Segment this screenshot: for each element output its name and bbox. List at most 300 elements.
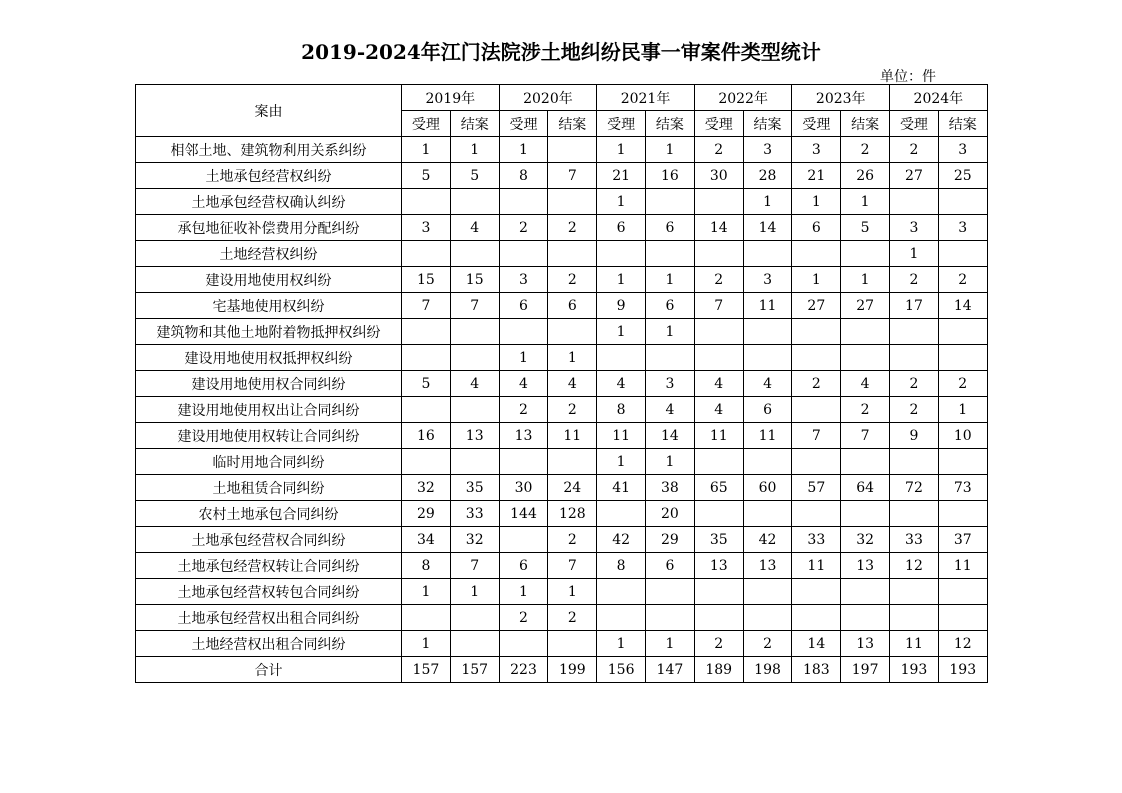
accepted-count-cell (694, 319, 743, 345)
accepted-count-cell: 2 (694, 137, 743, 163)
closed-count-cell: 38 (646, 475, 695, 501)
header-row-years (136, 85, 988, 111)
accepted-count-cell: 7 (792, 423, 841, 449)
accepted-count-cell: 13 (694, 553, 743, 579)
accepted-count-cell: 1 (402, 579, 451, 605)
case-name-cell: 临时用地合同纠纷 (136, 449, 402, 475)
accepted-count-cell: 183 (792, 657, 841, 683)
accepted-count-cell: 33 (890, 527, 939, 553)
closed-count-cell: 1 (450, 579, 499, 605)
table-row (136, 527, 988, 553)
closed-count-cell: 1 (841, 189, 890, 215)
unit-label: 单位：件 (880, 69, 936, 85)
closed-count-cell (548, 189, 597, 215)
case-name-cell: 土地承包经营权出租合同纠纷 (136, 605, 402, 631)
accepted-count-cell: 1 (597, 319, 646, 345)
year-header: 2019年 (402, 85, 500, 111)
closed-count-cell: 15 (450, 267, 499, 293)
accepted-count-cell: 15 (402, 267, 451, 293)
accepted-count-cell: 4 (499, 371, 548, 397)
closed-count-cell: 7 (548, 163, 597, 189)
accepted-count-cell: 1 (402, 631, 451, 657)
closed-count-cell: 7 (450, 553, 499, 579)
table-row (136, 605, 988, 631)
closed-header: 结案 (841, 111, 890, 137)
accepted-count-cell (402, 241, 451, 267)
page-title: 2019-2024年江门法院涉土地纠纷民事一审案件类型统计 (301, 40, 821, 64)
table-row (136, 293, 988, 319)
closed-count-cell: 6 (646, 553, 695, 579)
accepted-count-cell: 2 (890, 267, 939, 293)
accepted-count-cell: 11 (694, 423, 743, 449)
accepted-count-cell (402, 345, 451, 371)
closed-count-cell (938, 605, 987, 631)
closed-count-cell (646, 241, 695, 267)
closed-count-cell (450, 241, 499, 267)
closed-count-cell (646, 605, 695, 631)
accepted-count-cell: 13 (499, 423, 548, 449)
accepted-count-cell (890, 345, 939, 371)
closed-count-cell: 1 (646, 449, 695, 475)
closed-count-cell (841, 345, 890, 371)
closed-count-cell (938, 345, 987, 371)
closed-count-cell (743, 319, 792, 345)
accepted-count-cell: 6 (792, 215, 841, 241)
accepted-count-cell (597, 345, 646, 371)
closed-count-cell: 2 (743, 631, 792, 657)
closed-count-cell: 12 (938, 631, 987, 657)
closed-count-cell (743, 345, 792, 371)
closed-count-cell: 7 (548, 553, 597, 579)
closed-count-cell: 2 (548, 605, 597, 631)
table-row (136, 371, 988, 397)
accepted-count-cell: 30 (499, 475, 548, 501)
closed-count-cell (548, 241, 597, 267)
closed-count-cell: 199 (548, 657, 597, 683)
closed-count-cell (548, 449, 597, 475)
case-name-cell: 土地承包经营权纠纷 (136, 163, 402, 189)
closed-count-cell (841, 319, 890, 345)
closed-count-cell: 26 (841, 163, 890, 189)
closed-count-cell: 11 (548, 423, 597, 449)
accepted-count-cell: 27 (890, 163, 939, 189)
accepted-count-cell: 21 (597, 163, 646, 189)
accepted-count-cell: 14 (694, 215, 743, 241)
closed-count-cell (938, 189, 987, 215)
closed-count-cell (743, 241, 792, 267)
accepted-count-cell (694, 579, 743, 605)
closed-count-cell (548, 137, 597, 163)
year-header: 2021年 (597, 85, 695, 111)
accepted-count-cell: 7 (694, 293, 743, 319)
table-row (136, 475, 988, 501)
table-row (136, 553, 988, 579)
accepted-count-cell (890, 579, 939, 605)
table-row (136, 423, 988, 449)
accepted-header: 受理 (694, 111, 743, 137)
closed-count-cell (646, 345, 695, 371)
case-name-cell: 土地承包经营权转包合同纠纷 (136, 579, 402, 605)
closed-header: 结案 (743, 111, 792, 137)
closed-count-cell: 11 (743, 293, 792, 319)
accepted-count-cell (694, 345, 743, 371)
closed-header: 结案 (450, 111, 499, 137)
table-row (136, 189, 988, 215)
closed-count-cell (743, 579, 792, 605)
accepted-count-cell: 1 (597, 189, 646, 215)
closed-count-cell: 4 (450, 215, 499, 241)
closed-count-cell (450, 345, 499, 371)
accepted-count-cell: 21 (792, 163, 841, 189)
accepted-count-cell: 8 (597, 553, 646, 579)
accepted-count-cell: 193 (890, 657, 939, 683)
closed-count-cell: 25 (938, 163, 987, 189)
closed-count-cell: 32 (450, 527, 499, 553)
closed-count-cell: 157 (450, 657, 499, 683)
accepted-count-cell: 156 (597, 657, 646, 683)
closed-count-cell (743, 449, 792, 475)
accepted-count-cell (792, 319, 841, 345)
accepted-count-cell: 8 (597, 397, 646, 423)
case-name-cell: 建设用地使用权转让合同纠纷 (136, 423, 402, 449)
closed-count-cell: 1 (548, 579, 597, 605)
case-name-cell: 土地租赁合同纠纷 (136, 475, 402, 501)
accepted-count-cell (694, 241, 743, 267)
closed-count-cell: 20 (646, 501, 695, 527)
accepted-count-cell (890, 319, 939, 345)
closed-count-cell: 13 (743, 553, 792, 579)
accepted-count-cell (499, 527, 548, 553)
closed-count-cell: 2 (841, 397, 890, 423)
closed-count-cell: 2 (841, 137, 890, 163)
accepted-count-cell: 2 (890, 397, 939, 423)
closed-count-cell (450, 319, 499, 345)
closed-count-cell: 11 (743, 423, 792, 449)
closed-count-cell (841, 449, 890, 475)
closed-count-cell: 4 (548, 371, 597, 397)
accepted-count-cell: 33 (792, 527, 841, 553)
closed-count-cell: 28 (743, 163, 792, 189)
case-name-cell: 建设用地使用权抵押权纠纷 (136, 345, 402, 371)
case-name-cell: 建筑物和其他土地附着物抵押权纠纷 (136, 319, 402, 345)
closed-count-cell: 2 (548, 215, 597, 241)
closed-header: 结案 (938, 111, 987, 137)
closed-count-cell: 3 (646, 371, 695, 397)
accepted-count-cell (402, 449, 451, 475)
closed-count-cell (450, 631, 499, 657)
accepted-count-cell: 4 (597, 371, 646, 397)
closed-count-cell (743, 501, 792, 527)
closed-count-cell: 147 (646, 657, 695, 683)
case-name-cell: 宅基地使用权纠纷 (136, 293, 402, 319)
table-row (136, 631, 988, 657)
accepted-count-cell: 1 (499, 579, 548, 605)
closed-count-cell: 4 (841, 371, 890, 397)
accepted-count-cell (694, 189, 743, 215)
accepted-count-cell: 5 (402, 163, 451, 189)
accepted-count-cell: 1 (890, 241, 939, 267)
accepted-count-cell: 1 (499, 137, 548, 163)
accepted-count-cell: 29 (402, 501, 451, 527)
closed-count-cell (743, 605, 792, 631)
closed-count-cell (548, 319, 597, 345)
accepted-count-cell: 1 (792, 189, 841, 215)
closed-count-cell: 3 (938, 215, 987, 241)
closed-count-cell: 3 (743, 267, 792, 293)
accepted-count-cell (792, 449, 841, 475)
table-row (136, 241, 988, 267)
accepted-count-cell: 3 (890, 215, 939, 241)
accepted-count-cell: 11 (597, 423, 646, 449)
accepted-count-cell: 41 (597, 475, 646, 501)
accepted-count-cell (694, 501, 743, 527)
accepted-count-cell: 1 (792, 267, 841, 293)
closed-count-cell: 3 (938, 137, 987, 163)
year-header: 2024年 (890, 85, 988, 111)
accepted-count-cell (597, 579, 646, 605)
closed-count-cell: 60 (743, 475, 792, 501)
accepted-count-cell: 3 (792, 137, 841, 163)
closed-count-cell: 2 (548, 397, 597, 423)
closed-count-cell: 29 (646, 527, 695, 553)
case-name-cell: 土地承包经营权合同纠纷 (136, 527, 402, 553)
closed-count-cell: 2 (548, 267, 597, 293)
accepted-count-cell: 1 (597, 631, 646, 657)
accepted-count-cell (597, 605, 646, 631)
closed-count-cell: 193 (938, 657, 987, 683)
closed-count-cell: 6 (646, 215, 695, 241)
closed-count-cell: 33 (450, 501, 499, 527)
accepted-count-cell (499, 189, 548, 215)
accepted-header: 受理 (890, 111, 939, 137)
closed-count-cell: 198 (743, 657, 792, 683)
case-column-header: 案由 (136, 85, 402, 137)
accepted-count-cell (597, 241, 646, 267)
accepted-count-cell: 1 (499, 345, 548, 371)
table-row (136, 319, 988, 345)
closed-count-cell: 37 (938, 527, 987, 553)
closed-count-cell (841, 605, 890, 631)
table-row (136, 267, 988, 293)
accepted-count-cell: 34 (402, 527, 451, 553)
accepted-header: 受理 (402, 111, 451, 137)
closed-count-cell (450, 605, 499, 631)
accepted-count-cell (694, 605, 743, 631)
closed-count-cell: 35 (450, 475, 499, 501)
year-header: 2020年 (499, 85, 597, 111)
accepted-count-cell (792, 579, 841, 605)
closed-count-cell: 2 (548, 527, 597, 553)
case-name-cell: 建设用地使用权纠纷 (136, 267, 402, 293)
case-name-cell: 土地承包经营权转让合同纠纷 (136, 553, 402, 579)
closed-count-cell: 73 (938, 475, 987, 501)
accepted-count-cell: 2 (694, 267, 743, 293)
accepted-count-cell (890, 189, 939, 215)
closed-count-cell (450, 449, 499, 475)
accepted-count-cell (402, 605, 451, 631)
closed-count-cell: 1 (646, 137, 695, 163)
year-header: 2022年 (694, 85, 792, 111)
case-name-cell: 土地承包经营权确认纠纷 (136, 189, 402, 215)
accepted-count-cell: 2 (890, 137, 939, 163)
accepted-header: 受理 (597, 111, 646, 137)
closed-count-cell (646, 189, 695, 215)
case-name-cell: 承包地征收补偿费用分配纠纷 (136, 215, 402, 241)
closed-count-cell (646, 579, 695, 605)
accepted-count-cell (499, 319, 548, 345)
accepted-count-cell: 7 (402, 293, 451, 319)
closed-count-cell: 7 (841, 423, 890, 449)
closed-count-cell: 7 (450, 293, 499, 319)
closed-count-cell: 1 (938, 397, 987, 423)
closed-count-cell: 14 (743, 215, 792, 241)
closed-count-cell: 14 (646, 423, 695, 449)
table-row (136, 397, 988, 423)
accepted-count-cell (402, 319, 451, 345)
closed-count-cell: 27 (841, 293, 890, 319)
closed-count-cell: 64 (841, 475, 890, 501)
closed-count-cell: 1 (646, 631, 695, 657)
closed-count-cell: 42 (743, 527, 792, 553)
case-name-cell: 建设用地使用权合同纠纷 (136, 371, 402, 397)
closed-count-cell: 1 (646, 267, 695, 293)
closed-count-cell: 3 (743, 137, 792, 163)
year-header: 2023年 (792, 85, 890, 111)
table-body (136, 137, 988, 683)
closed-count-cell: 1 (450, 137, 499, 163)
closed-count-cell: 2 (938, 267, 987, 293)
closed-count-cell: 2 (938, 371, 987, 397)
table-row (136, 501, 988, 527)
table-row (136, 137, 988, 163)
accepted-count-cell: 8 (402, 553, 451, 579)
accepted-count-cell: 2 (694, 631, 743, 657)
closed-count-cell: 6 (548, 293, 597, 319)
closed-count-cell: 1 (743, 189, 792, 215)
accepted-count-cell: 14 (792, 631, 841, 657)
accepted-count-cell: 1 (597, 267, 646, 293)
accepted-count-cell: 1 (597, 137, 646, 163)
closed-count-cell: 128 (548, 501, 597, 527)
accepted-count-cell (694, 449, 743, 475)
table-row (136, 163, 988, 189)
accepted-count-cell: 65 (694, 475, 743, 501)
accepted-count-cell (792, 605, 841, 631)
accepted-count-cell: 27 (792, 293, 841, 319)
closed-count-cell: 14 (938, 293, 987, 319)
closed-count-cell: 13 (841, 553, 890, 579)
accepted-count-cell: 16 (402, 423, 451, 449)
accepted-count-cell: 5 (402, 371, 451, 397)
accepted-count-cell: 189 (694, 657, 743, 683)
accepted-count-cell (792, 501, 841, 527)
closed-count-cell (938, 319, 987, 345)
accepted-count-cell: 42 (597, 527, 646, 553)
accepted-count-cell: 12 (890, 553, 939, 579)
closed-count-cell (841, 579, 890, 605)
accepted-count-cell: 6 (499, 293, 548, 319)
accepted-count-cell: 57 (792, 475, 841, 501)
accepted-count-cell: 3 (402, 215, 451, 241)
accepted-count-cell (402, 189, 451, 215)
accepted-count-cell: 4 (694, 397, 743, 423)
case-name-cell: 农村土地承包合同纠纷 (136, 501, 402, 527)
accepted-count-cell (597, 501, 646, 527)
accepted-count-cell (402, 397, 451, 423)
accepted-count-cell: 2 (499, 215, 548, 241)
statistics-table (135, 84, 988, 683)
accepted-count-cell: 157 (402, 657, 451, 683)
accepted-count-cell: 11 (792, 553, 841, 579)
accepted-count-cell: 223 (499, 657, 548, 683)
accepted-count-cell: 3 (499, 267, 548, 293)
closed-count-cell (841, 241, 890, 267)
closed-count-cell: 5 (450, 163, 499, 189)
closed-count-cell: 6 (743, 397, 792, 423)
accepted-count-cell: 11 (890, 631, 939, 657)
accepted-count-cell (890, 501, 939, 527)
accepted-count-cell (499, 241, 548, 267)
closed-count-cell: 10 (938, 423, 987, 449)
closed-count-cell: 16 (646, 163, 695, 189)
closed-count-cell: 4 (743, 371, 792, 397)
accepted-count-cell: 17 (890, 293, 939, 319)
closed-count-cell: 11 (938, 553, 987, 579)
accepted-count-cell: 144 (499, 501, 548, 527)
accepted-count-cell: 6 (597, 215, 646, 241)
closed-count-cell (938, 579, 987, 605)
accepted-count-cell: 6 (499, 553, 548, 579)
total-row (136, 657, 988, 683)
accepted-count-cell: 2 (890, 371, 939, 397)
accepted-count-cell (499, 449, 548, 475)
accepted-count-cell: 1 (597, 449, 646, 475)
accepted-header: 受理 (499, 111, 548, 137)
accepted-count-cell (890, 605, 939, 631)
case-name-cell: 合计 (136, 657, 402, 683)
closed-count-cell: 1 (548, 345, 597, 371)
closed-header: 结案 (548, 111, 597, 137)
accepted-count-cell: 9 (890, 423, 939, 449)
closed-count-cell: 13 (450, 423, 499, 449)
accepted-count-cell: 9 (597, 293, 646, 319)
accepted-count-cell (792, 241, 841, 267)
accepted-header: 受理 (792, 111, 841, 137)
accepted-count-cell (890, 449, 939, 475)
closed-header: 结案 (646, 111, 695, 137)
closed-count-cell (450, 189, 499, 215)
accepted-count-cell: 2 (499, 605, 548, 631)
closed-count-cell: 4 (450, 371, 499, 397)
table-row (136, 449, 988, 475)
accepted-count-cell (499, 631, 548, 657)
closed-count-cell: 32 (841, 527, 890, 553)
case-name-cell: 土地经营权出租合同纠纷 (136, 631, 402, 657)
accepted-count-cell: 2 (499, 397, 548, 423)
closed-count-cell: 6 (646, 293, 695, 319)
accepted-count-cell (792, 397, 841, 423)
accepted-count-cell (792, 345, 841, 371)
accepted-count-cell: 4 (694, 371, 743, 397)
table-row (136, 345, 988, 371)
closed-count-cell: 1 (646, 319, 695, 345)
table-row (136, 215, 988, 241)
case-name-cell: 相邻土地、建筑物利用关系纠纷 (136, 137, 402, 163)
closed-count-cell: 1 (841, 267, 890, 293)
accepted-count-cell: 30 (694, 163, 743, 189)
closed-count-cell: 197 (841, 657, 890, 683)
closed-count-cell: 4 (646, 397, 695, 423)
